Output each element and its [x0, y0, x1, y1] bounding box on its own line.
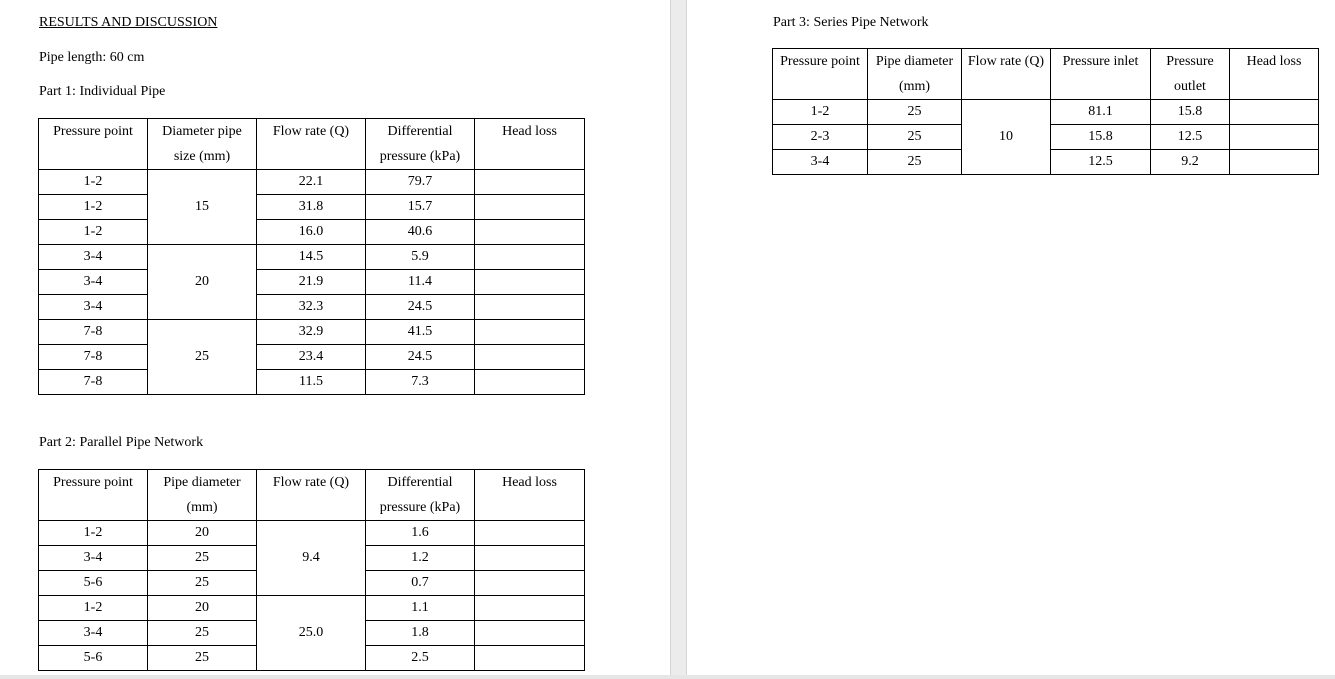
header-cell: Pressure point [773, 49, 868, 100]
flow-rate-cell: 10 [962, 100, 1051, 175]
header-cell: Diameter pipe size (mm) [148, 119, 257, 170]
table-row [39, 320, 585, 345]
table-row [39, 521, 585, 546]
header-cell: Pressure point [39, 119, 148, 170]
pressure-point-cell: 7-8 [39, 320, 148, 345]
differential-pressure-cell: 2.5 [366, 646, 475, 671]
flow-rate-cell: 21.9 [257, 270, 366, 295]
header-cell: Pipe diameter (mm) [148, 470, 257, 521]
table-row [39, 270, 585, 295]
pressure-outlet-cell: 15.8 [1151, 100, 1230, 125]
table-row [39, 295, 585, 320]
pressure-point-cell: 7-8 [39, 345, 148, 370]
head-loss-cell [475, 571, 585, 596]
individual-pipe-table [38, 118, 585, 395]
pressure-point-cell: 1-2 [39, 170, 148, 195]
differential-pressure-cell: 1.8 [366, 621, 475, 646]
pressure-point-cell: 2-3 [773, 125, 868, 150]
pressure-outlet-cell: 12.5 [1151, 125, 1230, 150]
differential-pressure-cell: 5.9 [366, 245, 475, 270]
pressure-point-cell: 7-8 [39, 370, 148, 395]
head-loss-cell [1230, 150, 1319, 175]
pressure-point-cell: 3-4 [773, 150, 868, 175]
diameter-cell: 15 [148, 170, 257, 245]
part3-title: Part 3: Series Pipe Network [773, 15, 929, 30]
head-loss-cell [475, 220, 585, 245]
head-loss-cell [475, 621, 585, 646]
diameter-cell: 25 [148, 320, 257, 395]
differential-pressure-cell: 11.4 [366, 270, 475, 295]
head-loss-cell [475, 345, 585, 370]
pressure-inlet-cell: 15.8 [1051, 125, 1151, 150]
head-loss-cell [475, 546, 585, 571]
header-cell: Head loss [475, 119, 585, 170]
table-header-row [773, 49, 1319, 100]
header-cell: Flow rate (Q) [257, 470, 366, 521]
diameter-cell: 25 [148, 546, 257, 571]
head-loss-cell [475, 170, 585, 195]
diameter-cell: 20 [148, 245, 257, 320]
part1-title: Part 1: Individual Pipe [39, 84, 166, 99]
differential-pressure-cell: 41.5 [366, 320, 475, 345]
table-header-row [39, 470, 585, 521]
differential-pressure-cell: 24.5 [366, 345, 475, 370]
pipe-length-text: Pipe length: 60 cm [39, 50, 145, 65]
differential-pressure-cell: 1.1 [366, 596, 475, 621]
differential-pressure-cell: 1.6 [366, 521, 475, 546]
table-row [39, 596, 585, 621]
header-cell: Pressure outlet [1151, 49, 1230, 100]
header-cell: Differential pressure (kPa) [366, 470, 475, 521]
header-cell: Flow rate (Q) [962, 49, 1051, 100]
diameter-cell: 25 [868, 150, 962, 175]
flow-rate-cell: 9.4 [257, 521, 366, 596]
head-loss-cell [475, 245, 585, 270]
header-cell: Pressure inlet [1051, 49, 1151, 100]
pressure-inlet-cell: 12.5 [1051, 150, 1151, 175]
head-loss-cell [475, 320, 585, 345]
head-loss-cell [475, 646, 585, 671]
header-cell: Head loss [1230, 49, 1319, 100]
pressure-point-cell: 1-2 [39, 596, 148, 621]
diameter-cell: 25 [868, 125, 962, 150]
table-row [773, 100, 1319, 125]
head-loss-cell [1230, 125, 1319, 150]
status-bar [0, 675, 1335, 679]
table-row [39, 370, 585, 395]
flow-rate-cell: 31.8 [257, 195, 366, 220]
pressure-point-cell: 1-2 [39, 521, 148, 546]
pressure-point-cell: 3-4 [39, 270, 148, 295]
header-cell: Pipe diameter (mm) [868, 49, 962, 100]
header-cell: Differential pressure (kPa) [366, 119, 475, 170]
pressure-outlet-cell: 9.2 [1151, 150, 1230, 175]
head-loss-cell [475, 270, 585, 295]
differential-pressure-cell: 15.7 [366, 195, 475, 220]
differential-pressure-cell: 40.6 [366, 220, 475, 245]
diameter-cell: 25 [868, 100, 962, 125]
diameter-cell: 20 [148, 596, 257, 621]
table-row [39, 170, 585, 195]
pressure-point-cell: 1-2 [773, 100, 868, 125]
flow-rate-cell: 32.9 [257, 320, 366, 345]
flow-rate-cell: 32.3 [257, 295, 366, 320]
head-loss-cell [475, 596, 585, 621]
table-row [39, 195, 585, 220]
differential-pressure-cell: 79.7 [366, 170, 475, 195]
flow-rate-cell: 23.4 [257, 345, 366, 370]
header-cell: Pressure point [39, 470, 148, 521]
diameter-cell: 25 [148, 571, 257, 596]
series-pipe-table [772, 48, 1319, 175]
flow-rate-cell: 16.0 [257, 220, 366, 245]
section-heading: RESULTS AND DISCUSSION [39, 15, 218, 30]
diameter-cell: 25 [148, 621, 257, 646]
differential-pressure-cell: 1.2 [366, 546, 475, 571]
pressure-point-cell: 1-2 [39, 195, 148, 220]
pressure-inlet-cell: 81.1 [1051, 100, 1151, 125]
head-loss-cell [1230, 100, 1319, 125]
pressure-point-cell: 5-6 [39, 571, 148, 596]
differential-pressure-cell: 0.7 [366, 571, 475, 596]
pressure-point-cell: 1-2 [39, 220, 148, 245]
table-header-row [39, 119, 585, 170]
table-row [39, 345, 585, 370]
head-loss-cell [475, 370, 585, 395]
diameter-cell: 20 [148, 521, 257, 546]
flow-rate-cell: 14.5 [257, 245, 366, 270]
parallel-pipe-table [38, 469, 585, 671]
pressure-point-cell: 3-4 [39, 546, 148, 571]
pressure-point-cell: 3-4 [39, 621, 148, 646]
flow-rate-cell: 11.5 [257, 370, 366, 395]
table-row [39, 220, 585, 245]
pressure-point-cell: 5-6 [39, 646, 148, 671]
document-page-right [687, 0, 1335, 679]
header-cell: Flow rate (Q) [257, 119, 366, 170]
head-loss-cell [475, 295, 585, 320]
diameter-cell: 25 [148, 646, 257, 671]
head-loss-cell [475, 195, 585, 220]
header-cell: Head loss [475, 470, 585, 521]
pressure-point-cell: 3-4 [39, 245, 148, 270]
differential-pressure-cell: 7.3 [366, 370, 475, 395]
flow-rate-cell: 22.1 [257, 170, 366, 195]
table-row [39, 245, 585, 270]
flow-rate-cell: 25.0 [257, 596, 366, 671]
pressure-point-cell: 3-4 [39, 295, 148, 320]
part2-title: Part 2: Parallel Pipe Network [39, 435, 204, 450]
head-loss-cell [475, 521, 585, 546]
differential-pressure-cell: 24.5 [366, 295, 475, 320]
page-gutter [670, 0, 687, 679]
